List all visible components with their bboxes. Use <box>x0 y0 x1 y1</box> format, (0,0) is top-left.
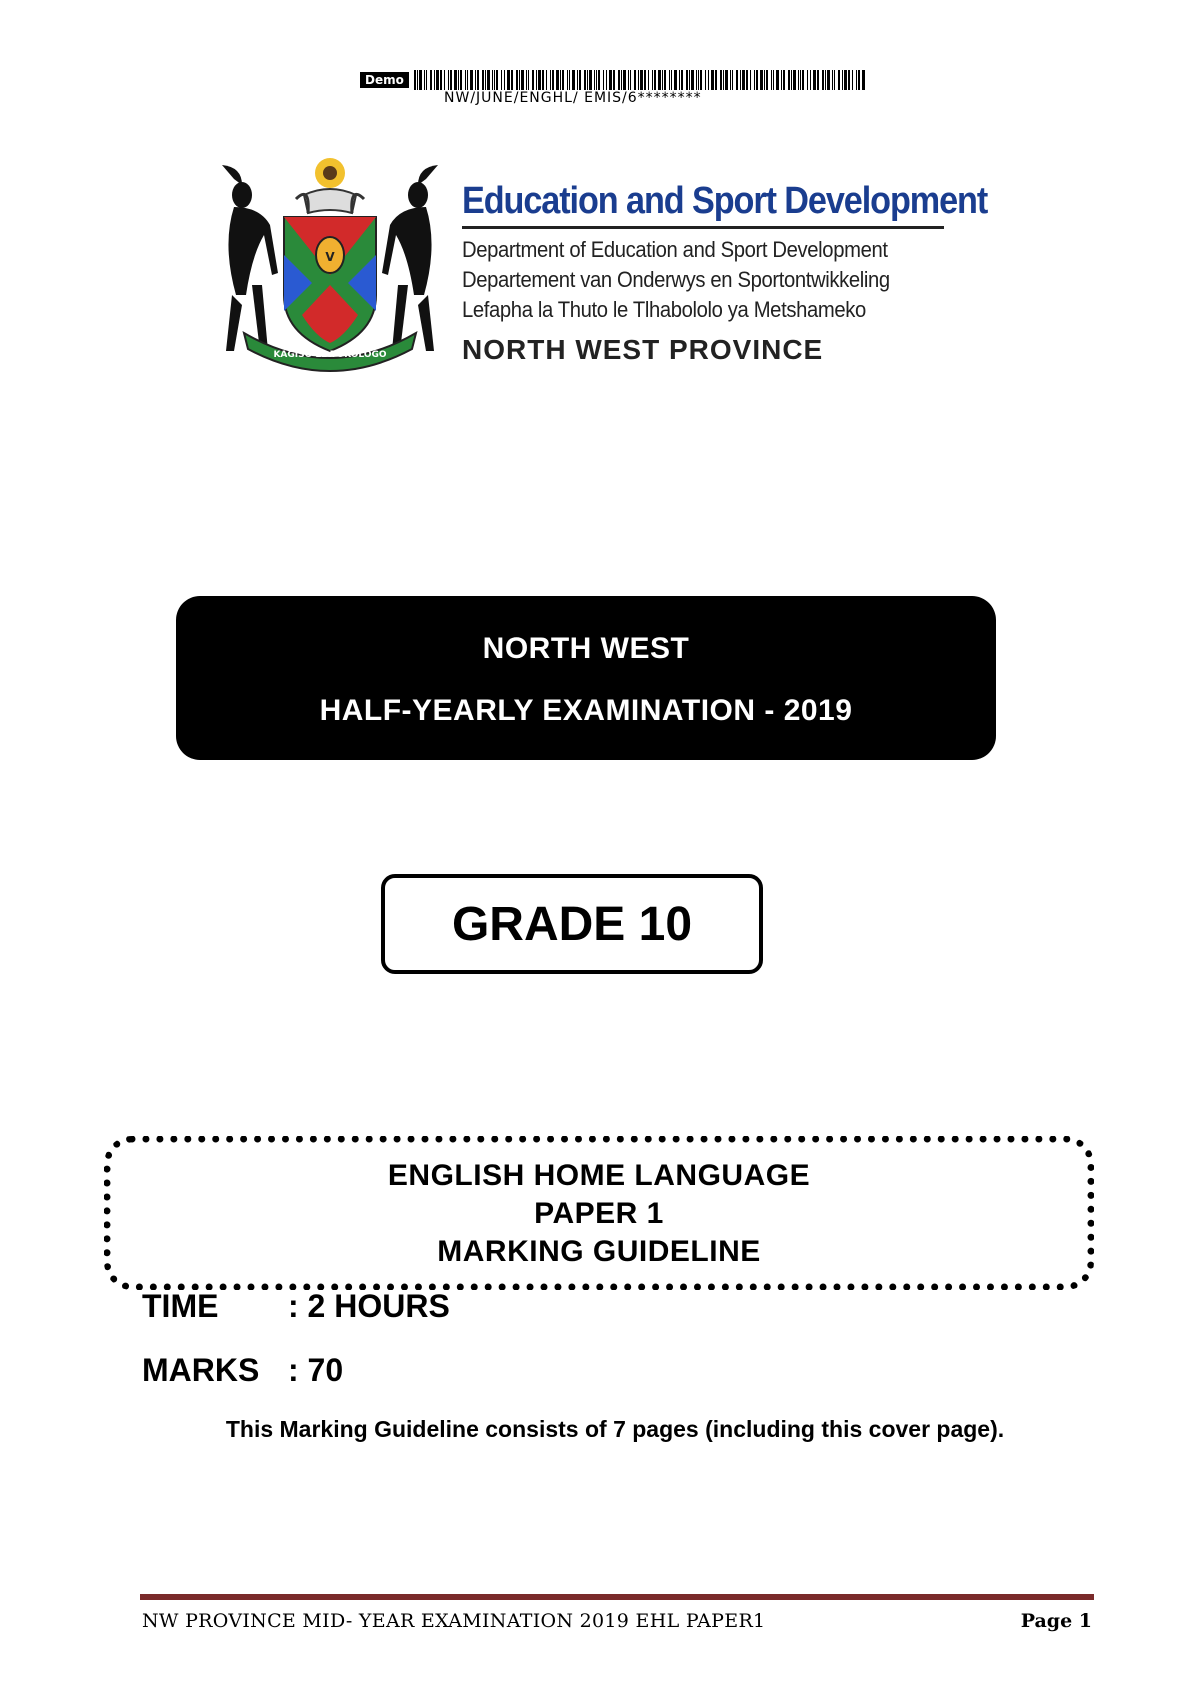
barcode-bar <box>487 70 490 90</box>
barcode-bar <box>746 70 748 90</box>
barcode-bar <box>838 70 840 90</box>
barcode-bar <box>686 70 688 90</box>
barcode-bar <box>618 70 620 90</box>
footer-rule <box>140 1594 1094 1600</box>
barcode-bar <box>613 70 615 90</box>
barcode-bar <box>482 70 484 90</box>
barcode-bar <box>584 70 586 90</box>
barcode-bar <box>638 70 639 90</box>
barcode-bar <box>715 70 717 90</box>
barcode-bar <box>856 70 857 90</box>
barcode-bar <box>698 70 699 90</box>
time-value: : 2 HOURS <box>288 1288 450 1324</box>
barcode-bar <box>640 70 643 90</box>
barcode-bar <box>810 70 811 90</box>
barcode-bar <box>516 70 518 90</box>
barcode-bar <box>552 70 554 90</box>
barcode-bar <box>766 70 768 90</box>
barcode-bar <box>700 70 702 90</box>
barcode-bar <box>454 70 457 90</box>
barcode-bar <box>750 70 751 90</box>
barcode-bar <box>800 70 801 90</box>
marks-value: : 70 <box>288 1352 344 1388</box>
barcode-bar <box>560 70 561 90</box>
barcode-bar <box>562 70 564 90</box>
barcode-bar <box>477 70 479 90</box>
barcode-bar <box>467 70 468 90</box>
barcode-bar <box>507 70 510 90</box>
barcode-bar <box>696 70 697 90</box>
department-rule <box>462 226 944 229</box>
barcode <box>360 70 866 90</box>
barcode-bar <box>485 70 486 90</box>
sunflower-icon <box>315 158 345 188</box>
barcode-bar <box>771 70 772 90</box>
barcode-bar <box>711 70 714 90</box>
barcode-bar <box>825 70 826 90</box>
exam-code: NW/JUNE/ENGHL/ EMIS/6******** <box>444 90 702 106</box>
barcode-bar <box>802 70 804 90</box>
paper-number: PAPER 1 <box>534 1197 664 1230</box>
barcode-bar <box>606 70 607 90</box>
barcode-bar <box>444 70 445 90</box>
department-name-afrikaans: Departement van Onderwys en Sportontwikkeling <box>462 267 890 292</box>
barcode-bar <box>844 70 847 90</box>
province-name: NORTH WEST PROVINCE <box>462 334 824 365</box>
barcode-bar <box>720 70 722 90</box>
barcode-bar <box>496 70 498 90</box>
barcode-bar <box>609 70 612 90</box>
barcode-bar <box>708 70 709 90</box>
barcode-bar <box>662 70 663 90</box>
barcode-bar <box>834 70 835 90</box>
barcode-bar <box>596 70 597 90</box>
barcode-bar <box>807 70 808 90</box>
barcode-bar <box>621 70 622 90</box>
barcode-bar <box>521 70 524 90</box>
barcode-bar <box>465 70 466 90</box>
barcode-bar <box>730 70 731 90</box>
barcode-bar <box>754 70 755 90</box>
subject-name: ENGLISH HOME LANGUAGE <box>387 1159 811 1192</box>
barcode-bar <box>572 70 575 90</box>
barcode-bar <box>426 70 427 90</box>
marks-row <box>142 1352 343 1389</box>
barcode-bar <box>691 70 694 90</box>
barcode-bar <box>492 70 493 90</box>
barcode-bar <box>440 70 442 90</box>
barcode-bar <box>813 70 816 90</box>
barcode-bar <box>776 70 779 90</box>
barcode-bar <box>773 70 774 90</box>
barcode-bar <box>832 70 833 90</box>
barcode-bar <box>654 70 656 90</box>
barcode-bar <box>740 70 741 90</box>
barcode-bar <box>501 70 502 90</box>
barcode-bar <box>827 70 830 90</box>
barcode-bar <box>658 70 661 90</box>
barcode-bar <box>587 70 588 90</box>
barcode-bar <box>783 70 785 90</box>
barcode-bar <box>644 70 646 90</box>
barcode-bar <box>414 70 416 90</box>
barcode-bar <box>664 70 666 90</box>
barcode-bar <box>628 70 629 90</box>
barcode-bar <box>723 70 724 90</box>
barcode-bar <box>511 70 513 90</box>
barcode-bar <box>589 70 592 90</box>
barcode-bar <box>430 70 432 90</box>
barcode-bar <box>842 70 843 90</box>
barcode-bar <box>494 70 495 90</box>
barcode-bar <box>705 70 706 90</box>
barcode-bar <box>671 70 672 90</box>
coat-of-arms-logo <box>212 155 448 375</box>
department-block <box>462 178 988 367</box>
time-row <box>142 1288 450 1325</box>
barcode-bar <box>791 70 792 90</box>
barcode-bar <box>542 70 544 90</box>
barcode-bar <box>781 70 782 90</box>
barcode-area <box>360 70 866 108</box>
barcode-bar <box>858 70 860 90</box>
grade-box: GRADE 10 <box>381 874 763 974</box>
time-label: TIME <box>142 1288 219 1324</box>
footer-exam-info: NW PROVINCE MID- YEAR EXAMINATION 2019 EHL PAPER1 <box>142 1610 766 1632</box>
barcode-bar <box>450 70 452 90</box>
exam-banner <box>176 596 996 760</box>
barcode-bar <box>689 70 690 90</box>
barcode-bar <box>448 70 449 90</box>
barcode-bar <box>417 70 418 90</box>
page-number: Page 1 <box>1020 1610 1092 1632</box>
barcode-bar <box>567 70 568 90</box>
shield-icon <box>284 217 376 351</box>
barcode-bar <box>852 70 853 90</box>
barcode-bar <box>652 70 653 90</box>
barcode-bar <box>424 70 425 90</box>
barcode-bar <box>634 70 636 90</box>
barcode-bar <box>732 70 733 90</box>
barcode-bar <box>764 70 765 90</box>
barcode-bar <box>569 70 570 90</box>
barcode-bar <box>556 70 559 90</box>
antelope-right-icon <box>382 165 438 351</box>
barcode-bar <box>862 70 865 90</box>
barcode-bar <box>630 70 631 90</box>
barcode-bar <box>460 70 462 90</box>
subject-box <box>104 1136 1094 1290</box>
barcode-bar <box>458 70 459 90</box>
barcode-bar <box>594 70 595 90</box>
barcode-bar <box>679 70 680 90</box>
barcode-bar <box>598 70 600 90</box>
barcode-bar <box>536 70 537 90</box>
barcode-bar <box>742 70 745 90</box>
barcode-bar <box>725 70 728 90</box>
barcode-bar <box>669 70 670 90</box>
antelope-left-icon <box>222 165 278 351</box>
barcode-bar <box>419 70 422 90</box>
crest-motto: KAGISO LE TOKOLOGO <box>273 350 387 360</box>
barcode-bar <box>526 70 527 90</box>
department-name-english: Department of Education and Sport Development <box>462 237 888 262</box>
page-count-note: This Marking Guideline consists of 7 pages (including this cover page). <box>225 1416 1005 1442</box>
barcode-bar <box>603 70 604 90</box>
department-title: Education and Sport Development <box>462 180 988 222</box>
barcode-bar <box>681 70 683 90</box>
barcode-bar <box>793 70 796 90</box>
barcode-bar <box>470 70 473 90</box>
barcode-bar <box>756 70 758 90</box>
barcode-bar <box>760 70 763 90</box>
exam-title: HALF-YEARLY EXAMINATION - 2019 <box>319 694 853 727</box>
barcode-bar <box>648 70 649 90</box>
barcode-bar <box>736 70 738 90</box>
barcode-bar <box>538 70 541 90</box>
barcode-bar <box>475 70 476 90</box>
barcode-bar <box>822 70 824 90</box>
barcode-bar <box>532 70 534 90</box>
barcode-bar <box>674 70 677 90</box>
barcode-bar <box>434 70 435 90</box>
barcode-bar <box>436 70 439 90</box>
exam-region: NORTH WEST <box>482 632 690 665</box>
demo-tag: Demo <box>360 72 409 88</box>
barcode-bar <box>504 70 505 90</box>
marks-label: MARKS <box>142 1352 260 1388</box>
barcode-bar <box>550 70 551 90</box>
barcode-bar <box>519 70 520 90</box>
document-type: MARKING GUIDELINE <box>437 1235 761 1268</box>
department-name-setswana: Lefapha la Thuto le Tlhabololo ya Metshameko <box>462 297 866 322</box>
barcode-bar <box>579 70 581 90</box>
barcode-bar <box>528 70 529 90</box>
barcode-bar <box>817 70 819 90</box>
barcode-bar <box>798 70 799 90</box>
barcode-bar <box>546 70 547 90</box>
barcode-bar <box>788 70 790 90</box>
barcode-bar <box>848 70 850 90</box>
svg-text:V: V <box>325 250 335 264</box>
barcode-bar <box>623 70 626 90</box>
barcode-bar <box>577 70 578 90</box>
